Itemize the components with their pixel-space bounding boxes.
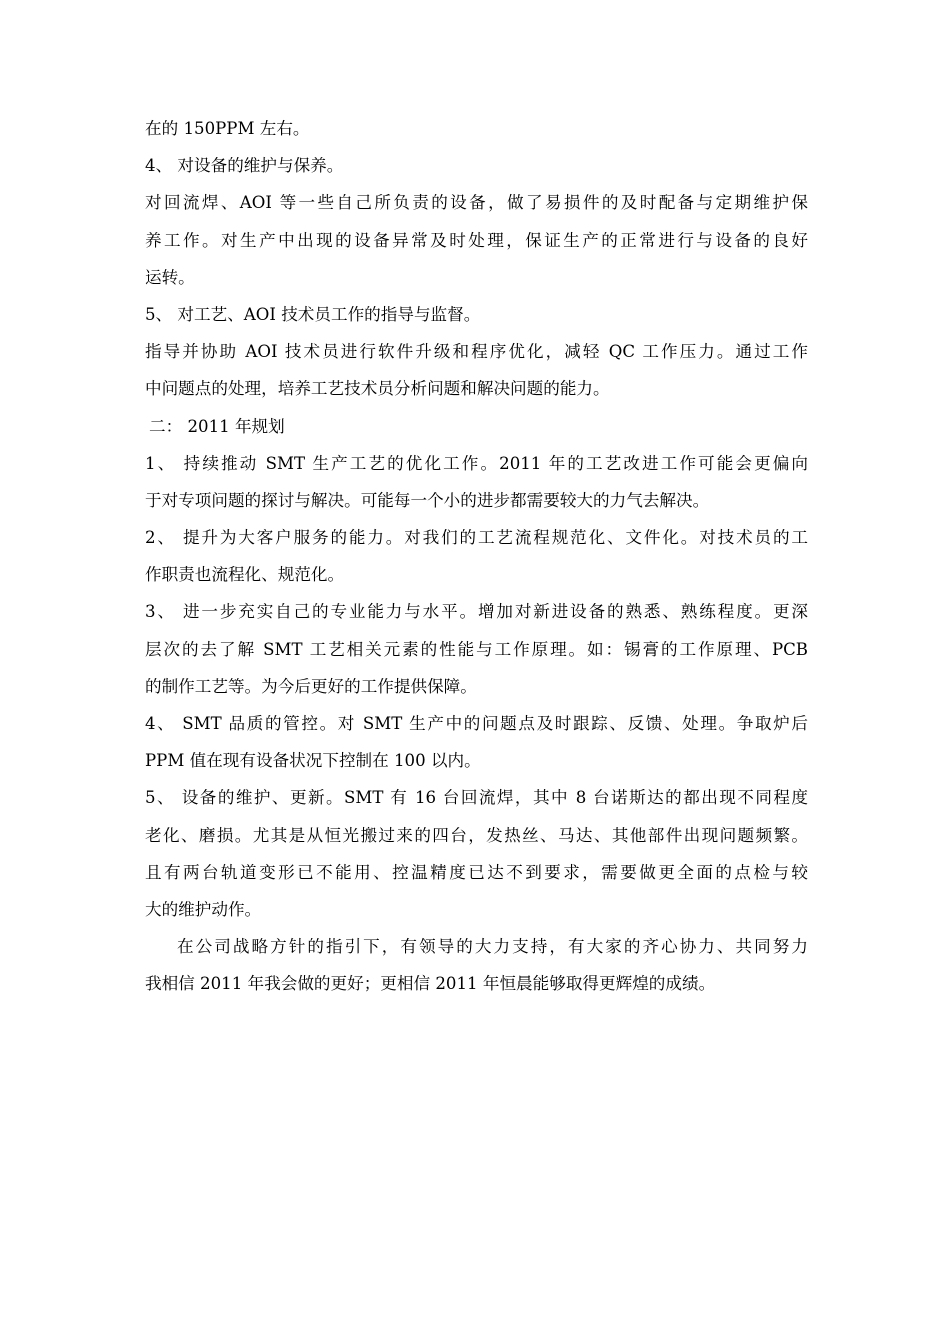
text-line: 在的 150PPM 左右。 <box>145 119 310 138</box>
list-item: 5、 设备的维护、更新。SMT 有 16 台回流焊，其中 8 台诺斯达的都出现不同程度 <box>145 788 808 808</box>
text-line: 大的维护动作。 <box>145 899 262 919</box>
text-line: 的制作工艺等。为今后更好的工作提供保障。 <box>145 676 477 696</box>
text-line: 作职责也流程化、规范化。 <box>145 565 345 585</box>
text-line: 层次的去了解 SMT 工艺相关元素的性能与工作原理。如：锡膏的工作原理、PCB <box>145 639 808 659</box>
document-body <box>145 114 808 1007</box>
text-line: 且有两台轨道变形已不能用、控温精度已达不到要求，需要做更全面的点检与较 <box>145 862 808 882</box>
closing-paragraph-line: 我相信 2011 年我会做的更好；更相信 2011 年恒晨能够取得更辉煌的成绩。 <box>145 974 716 994</box>
text-line: PPM 值在现有设备状况下控制在 100 以内。 <box>145 751 481 771</box>
text-line: 指导并协助 AOI 技术员进行软件升级和程序优化，减轻 QC 工作压力。通过工作 <box>145 342 808 362</box>
list-item: 3、 进一步充实自己的专业能力与水平。增加对新进设备的熟悉、熟练程度。更深 <box>145 602 808 622</box>
text-line: 养工作。对生产中出现的设备异常及时处理，保证生产的正常进行与设备的良好 <box>145 230 808 250</box>
text-line: 于对专项问题的探讨与解决。可能每一个小的进步都需要较大的力气去解决。 <box>145 490 710 510</box>
closing-paragraph-line: 在公司战略方针的指引下，有领导的大力支持，有大家的齐心协力、共同努力 <box>177 937 808 957</box>
list-item: 4、 SMT 品质的管控。对 SMT 生产中的问题点及时跟踪、反馈、处理。争取炉后 <box>145 714 808 733</box>
list-item: 2、 提升为大客户服务的能力。对我们的工艺流程规范化、文件化。对技术员的工 <box>145 528 808 548</box>
section-heading: 4、 对设备的维护与保养。 <box>145 156 344 176</box>
text-line: 运转。 <box>145 267 195 287</box>
text-line: 中问题点的处理，培养工艺技术员分析问题和解决问题的能力。 <box>145 379 610 399</box>
text-line: 对回流焊、AOI 等一些自己所负责的设备，做了易损件的及时配备与定期维护保 <box>145 193 808 213</box>
list-item: 1、 持续推动 SMT 生产工艺的优化工作。2011 年的工艺改进工作可能会更偏向 <box>145 453 808 473</box>
section-heading: 5、 对工艺、AOI 技术员工作的指导与监督。 <box>145 304 481 324</box>
text-line: 老化、磨损。尤其是从恒光搬过来的四台，发热丝、马达、其他部件出现问题频繁。 <box>145 825 808 845</box>
part-heading: 二： 2011 年规划 <box>149 416 285 436</box>
